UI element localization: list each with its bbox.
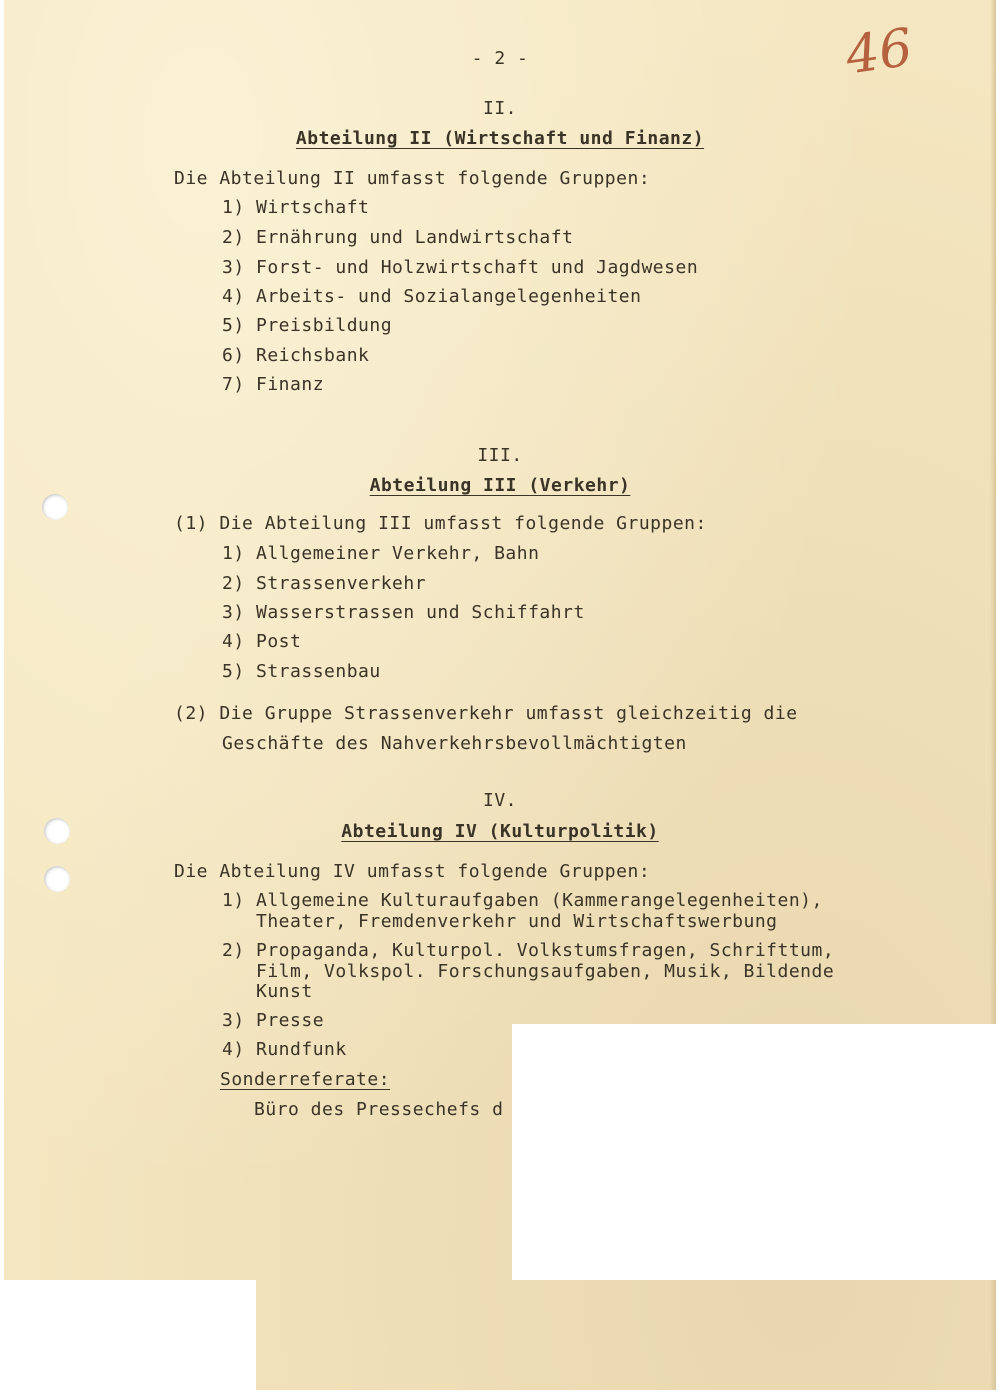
punch-hole [44, 818, 70, 844]
section-4-title: Abteilung IV (Kulturpolitik) [341, 821, 659, 842]
page-number: - 2 - [471, 48, 529, 69]
list-item: 7) Finanz [222, 374, 325, 395]
list-item: 1) Allgemeiner Verkehr, Bahn [222, 543, 540, 564]
archive-number: 46 [842, 17, 917, 87]
section-4-numeral: IV. [482, 790, 517, 811]
section-3-numeral: III. [477, 445, 523, 466]
list-item: 5) Preisbildung [222, 315, 393, 336]
list-item: 3) Wasserstrassen und Schiffahrt [222, 602, 585, 623]
redaction-block [512, 1024, 1000, 1280]
section-3-title: Abteilung III (Verkehr) [369, 475, 631, 496]
punch-hole [44, 866, 70, 892]
section-4-intro: Die Abteilung IV umfasst folgende Gruppen: [174, 861, 651, 882]
list-item: 5) Strassenbau [222, 661, 381, 682]
list-item: 4) Arbeits- und Sozialangelegenheiten [222, 286, 642, 307]
list-item-cont: Kunst [256, 981, 313, 1002]
list-item: 4) Post [222, 631, 302, 652]
list-item-cont: Theater, Fremdenverkehr und Wirtschaftswerbung [256, 911, 778, 932]
section-2-numeral: II. [482, 98, 517, 119]
list-item-cont: Film, Volkspol. Forschungsaufgaben, Musik, Bildende [256, 961, 835, 982]
list-item: 3) Forst- und Holzwirtschaft und Jagdwesen [222, 257, 699, 278]
section-3-intro: (1) Die Abteilung III umfasst folgende Gruppen: [174, 513, 707, 534]
special-heading: Sonderreferate: [220, 1069, 391, 1090]
list-item: 2) Ernährung und Landwirtschaft [222, 227, 574, 248]
special-text: Büro des Pressechefs d [254, 1099, 504, 1120]
list-item: 4) Rundfunk [222, 1039, 347, 1060]
list-item: 3) Presse [222, 1010, 325, 1031]
section-3-paragraph-2-cont: Geschäfte des Nahverkehrsbevollmächtigten [222, 733, 687, 754]
section-3-paragraph-2: (2) Die Gruppe Strassenverkehr umfasst gleichzeitig die [174, 703, 798, 724]
list-item: 2) Propaganda, Kulturpol. Volkstumsfragen, Schrifttum, [222, 940, 835, 961]
section-2-title: Abteilung II (Wirtschaft und Finanz) [295, 128, 705, 149]
redaction-block [0, 1280, 256, 1393]
list-item: 1) Wirtschaft [222, 197, 370, 218]
list-item: 6) Reichsbank [222, 345, 370, 366]
section-2-intro: Die Abteilung II umfasst folgende Gruppen: [174, 168, 651, 189]
punch-hole [42, 494, 68, 520]
list-item: 2) Strassenverkehr [222, 573, 427, 594]
list-item: 1) Allgemeine Kulturaufgaben (Kammerangelegenheiten), [222, 890, 823, 911]
